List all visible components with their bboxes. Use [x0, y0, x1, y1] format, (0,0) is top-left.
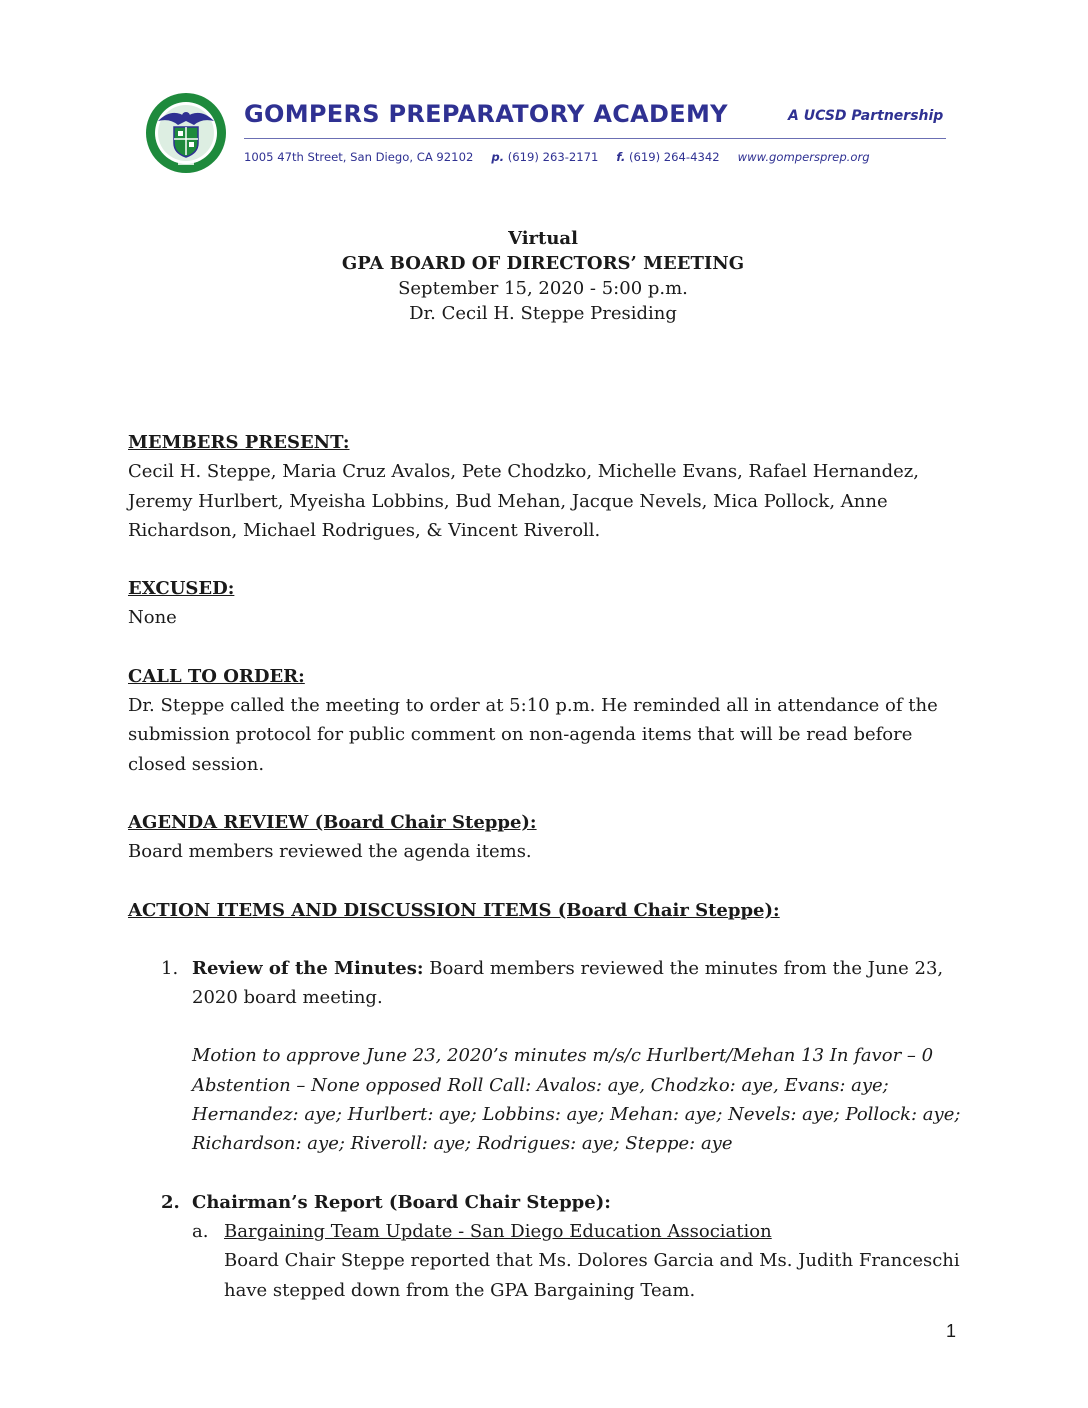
excused-text: None	[128, 607, 177, 629]
phone-label: p.	[491, 150, 505, 164]
agenda-review-text: Board members reviewed the agenda items.	[128, 841, 532, 863]
contact-line	[244, 150, 949, 164]
fax: (619) 264-4342	[628, 150, 720, 164]
page-number: 1	[946, 1321, 957, 1341]
call-to-order-text: Dr. Steppe called the meeting to order at 5:10 p.m. He reminded all in attendance of the submission protocol for public comment on non-agenda items that will be read before closed session.	[128, 695, 938, 775]
address: 1005 47th Street, San Diego, CA 92102	[244, 150, 474, 164]
school-seal-logo	[144, 91, 228, 175]
letterhead-rule	[244, 138, 946, 139]
sub-item-text: Board Chair Steppe reported that Ms. Dolores Garcia and Ms. Judith Franceschi have stepped down from the GPA Bargaining Team.	[224, 1250, 960, 1301]
item-label: Review of the Minutes:	[192, 957, 424, 979]
letterhead	[144, 88, 949, 174]
phone: (619) 263-2171	[507, 150, 599, 164]
meeting-title: GPA BOARD OF DIRECTORS’ MEETING	[341, 253, 745, 274]
fax-label: f.	[616, 150, 626, 164]
members-present-text: Cecil H. Steppe, Maria Cruz Avalos, Pete Chodzko, Michelle Evans, Rafael Hernandez, Jeremy Hurlbert, Myeisha Lobbins, Bud Mehan, Jacque Nevels, Mica Pollock, Anne Richardson, Michael Rodrigues, & Vincent Riveroll.	[128, 461, 919, 541]
org-name: GOMPERS PREPARATORY ACADEMY	[244, 100, 728, 128]
org-tagline: A UCSD Partnership	[788, 108, 944, 124]
meeting-format: Virtual	[508, 228, 578, 249]
item-text	[192, 954, 963, 1013]
excused-heading: EXCUSED:	[128, 578, 235, 600]
action-items-list	[128, 954, 963, 1305]
item-text	[192, 1188, 963, 1217]
agenda-review-heading: AGENDA REVIEW (Board Chair Steppe):	[128, 811, 537, 833]
item-label: Chairman’s Report (Board Chair Steppe):	[192, 1191, 611, 1213]
call-to-order-heading: CALL TO ORDER:	[128, 665, 305, 687]
meeting-date: September 15, 2020 - 5:00 p.m.	[398, 278, 688, 299]
list-item	[128, 954, 963, 1188]
action-items-heading: ACTION ITEMS AND DISCUSSION ITEMS (Board Chair Steppe):	[128, 899, 780, 921]
meeting-title-block	[128, 226, 958, 326]
list-item	[128, 1188, 963, 1217]
minutes-body	[128, 428, 963, 1305]
item-description: Board members reviewed the minutes from the June 23, 2020 board meeting.	[192, 957, 944, 1009]
sub-item	[128, 1217, 963, 1305]
members-present-heading: MEMBERS PRESENT:	[128, 432, 350, 453]
sub-item-title: Bargaining Team Update - San Diego Education Association	[224, 1220, 772, 1242]
website: www.gompersprep.org	[737, 150, 870, 164]
item-number: 1.	[161, 957, 179, 979]
motion-text: Motion to approve June 23, 2020’s minutes m/s/c Hurlbert/Mehan 13 In favor – 0 Abstention – None opposed Roll Call: Avalos: aye, Chodzko: aye, Evans: aye; Hernandez: aye; Hurlbert: aye; Lobbins: aye; Mehan: aye; Nevels: aye; Pollock: aye; Richardson: aye; Riveroll: aye; Rodrigues: aye; Steppe: aye	[192, 1045, 961, 1155]
item-number: 2.	[161, 1191, 180, 1213]
meeting-presiding: Dr. Cecil H. Steppe Presiding	[409, 303, 677, 324]
sub-item-letter: a.	[192, 1220, 209, 1242]
